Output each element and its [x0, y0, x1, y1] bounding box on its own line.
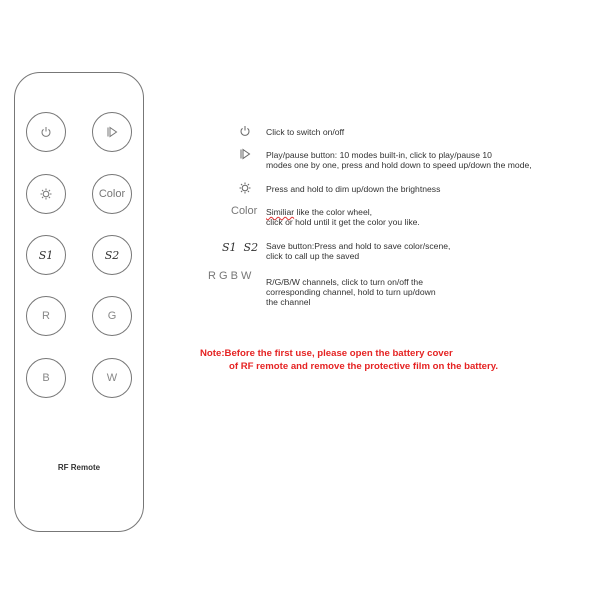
legend-color-text — [266, 207, 420, 227]
rgbw-label: R G B W — [208, 270, 252, 282]
color-button[interactable]: Color — [92, 174, 132, 214]
play-pause-icon — [106, 126, 118, 138]
r-button[interactable]: R — [26, 296, 66, 336]
legend-save-text — [266, 241, 450, 261]
legend-brightness-text: Press and hold to dim up/down the brightness — [266, 184, 441, 194]
s2-button[interactable]: S2 — [92, 235, 132, 275]
g-button[interactable]: G — [92, 296, 132, 336]
legend-color-line2: click or hold until it get the color you like. — [266, 217, 420, 227]
legend-rgbw-line1: R/G/B/W channels, click to turn on/off the — [266, 277, 423, 287]
battery-note — [200, 347, 498, 373]
power-icon — [239, 125, 251, 137]
power-icon — [40, 126, 52, 138]
note-line2: of RF remote and remove the protective film on the battery. — [229, 361, 499, 372]
play-pause-icon — [239, 148, 251, 160]
legend-color-misspelled: Similiar — [266, 207, 295, 217]
b-button[interactable]: B — [26, 358, 66, 398]
legend-play-text — [266, 150, 532, 170]
play-pause-button[interactable] — [92, 112, 132, 152]
legend-save-line2: click to call up the saved — [266, 251, 360, 261]
legend-power-text: Click to switch on/off — [266, 127, 345, 137]
brightness-icon — [40, 188, 52, 200]
legend-save-line1: Save button:Press and hold to save color/scene, — [266, 241, 451, 251]
legend-rgbw-line3: the channel — [266, 297, 311, 307]
w-button[interactable]: W — [92, 358, 132, 398]
remote-label: RF Remote — [57, 463, 101, 472]
brightness-button[interactable] — [26, 174, 66, 214]
brightness-icon — [239, 182, 251, 194]
legend-rgbw-line2: corresponding channel, hold to turn up/down — [266, 287, 436, 297]
legend-play-line1: Play/pause button: 10 modes built-in, click to play/pause 10 — [266, 150, 492, 160]
legend-color-line1: like the color wheel, — [294, 207, 373, 217]
legend-rgbw-text — [266, 277, 436, 307]
s1-s2-label: S1 S2 — [222, 241, 259, 254]
note-line1: Note:Before the first use, please open the battery cover — [200, 348, 453, 359]
rf-remote — [14, 72, 144, 532]
s1-button[interactable]: S1 — [26, 235, 66, 275]
color-label: Color — [231, 205, 258, 217]
power-button[interactable] — [26, 112, 66, 152]
legend-play-line2: modes one by one, press and hold down to speed up/down the mode, — [266, 160, 532, 170]
